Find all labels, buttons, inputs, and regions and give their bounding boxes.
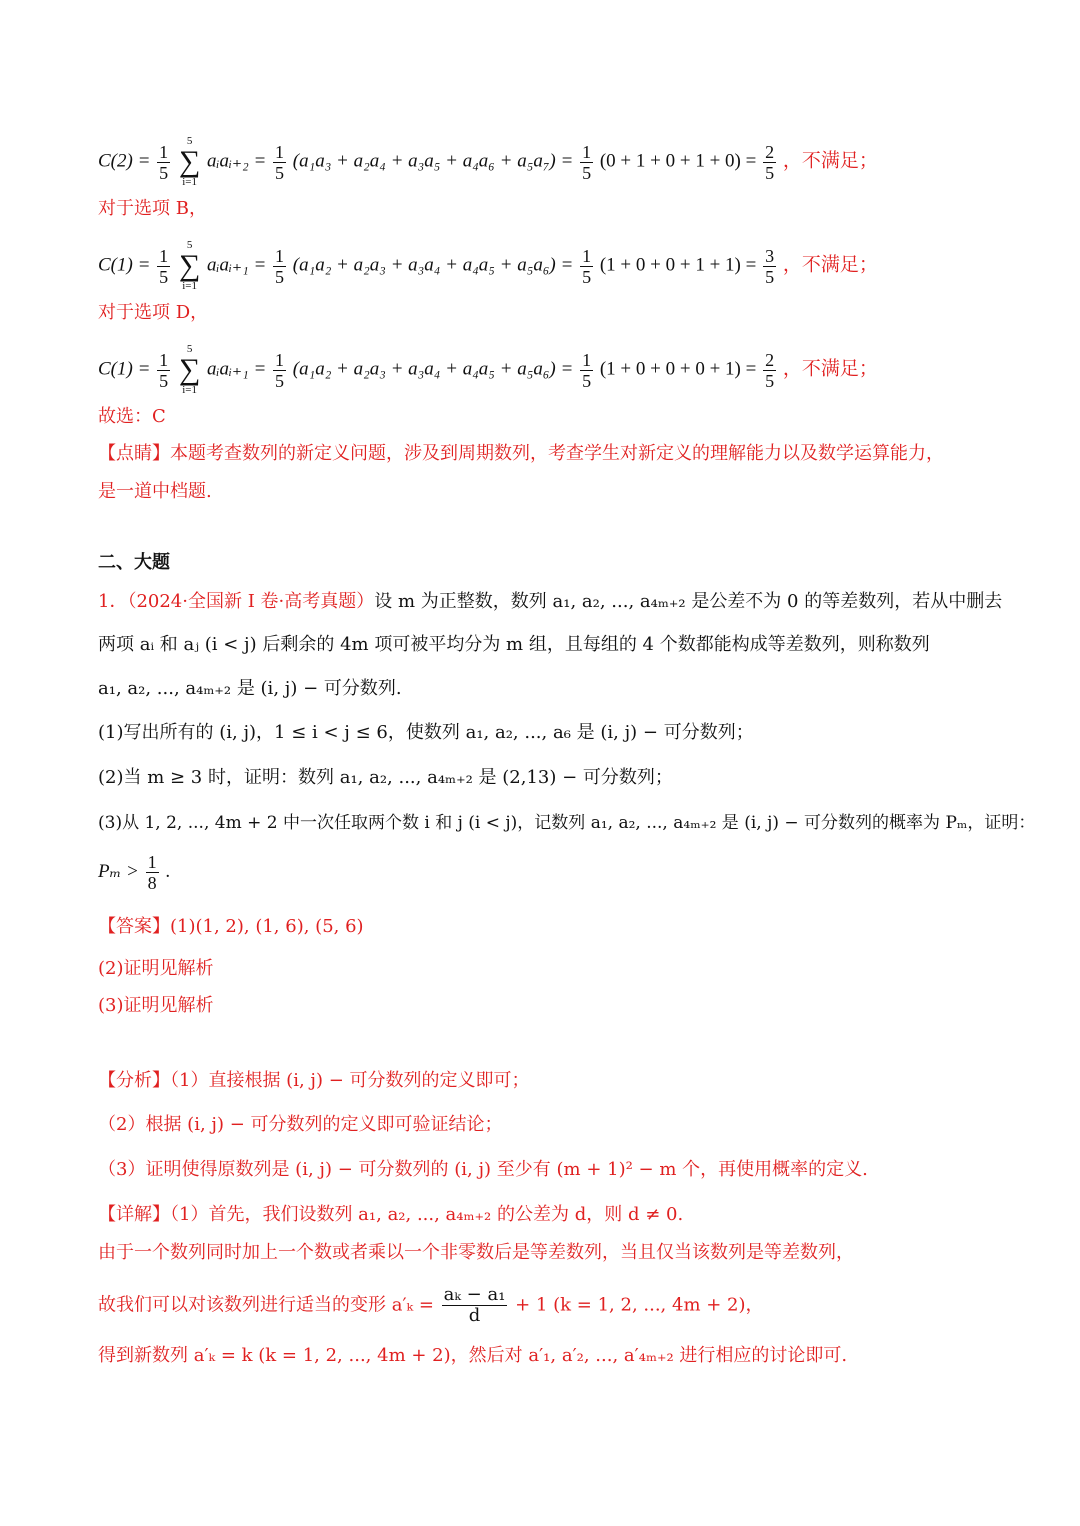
equation-c2 (98, 136, 878, 188)
frac-num: 1 (275, 349, 285, 370)
fraction (157, 350, 170, 391)
eq-lhs: C(1) = (98, 358, 151, 380)
frac-den: 5 (159, 162, 169, 183)
frac-num: 1 (159, 349, 169, 370)
detail-3-pre: 故我们可以对该数列进行适当的变形 a′ₖ = (98, 1294, 434, 1316)
section-heading: 二、大题 (98, 552, 170, 573)
frac-den: 8 (147, 873, 157, 893)
frac-den: 5 (765, 162, 775, 183)
answer-tag: 【答案】 (98, 916, 170, 937)
frac-den: 5 (159, 370, 169, 391)
eq-values: (0 + 1 + 0 + 1 + 0) = (599, 150, 757, 172)
frac-den: 5 (275, 370, 285, 391)
comment-line-1: 【点睛】本题考查数列的新定义问题，涉及到周期数列，考查学生对新定义的理解能力以及数学运算能力， (98, 443, 944, 464)
eq-expansion: (a₁a₂ + a₂a₃ + a₃a₄ + a₄a₅ + a₅a₆) = (292, 358, 574, 380)
frac-num: 1 (147, 852, 157, 872)
frac-den: 5 (582, 370, 592, 391)
fraction (273, 246, 286, 287)
analysis-line-3: （3）证明使得原数列是 (i, j) − 可分数列的 (i, j) 至少有 (m + 1)² − m 个，再使用概率的定义. (98, 1159, 868, 1180)
eq-note: ，不满足； (782, 358, 878, 380)
question-part-2: (2)当 m ≥ 3 时，证明：数列 a₁, a₂, ..., a₄ₘ₊₂ 是 (2,13) − 可分数列； (98, 767, 673, 788)
fraction (273, 350, 286, 391)
question-part-1: (1)写出所有的 (i, j)，1 ≤ i < j ≤ 6，使数列 a₁, a₂, ..., a₆ 是 (i, j) − 可分数列； (98, 722, 754, 743)
frac-num: 2 (765, 349, 775, 370)
eq-values: (1 + 0 + 0 + 0 + 1) = (599, 358, 757, 380)
frac-den: 5 (159, 266, 169, 287)
question-line-1 (98, 589, 1002, 615)
frac-den: 5 (275, 266, 285, 287)
frac-den: 5 (765, 370, 775, 391)
frac-den: d (468, 1305, 481, 1326)
eq-lhs: C(2) = (98, 150, 151, 172)
prob-end: . (165, 860, 171, 882)
sum-lower: i=1 (182, 280, 197, 292)
frac-num: 1 (582, 245, 592, 266)
frac-num: 1 (582, 141, 592, 162)
fraction (157, 246, 170, 287)
fraction (146, 852, 159, 893)
eq-term: aᵢaᵢ₊₁ = (207, 358, 272, 380)
question-number: 1． (98, 591, 128, 612)
question-source: （2024·全国新 I 卷·高考真题） (127, 591, 375, 612)
sum-upper: 5 (186, 343, 193, 355)
sum-sigma: ∑ (178, 145, 201, 178)
eq-expansion: (a₁a₃ + a₂a₄ + a₃a₅ + a₄a₆ + a₅a₇) = (292, 150, 574, 172)
summation (179, 344, 200, 396)
answer-1: (1)(1, 2), (1, 6), (5, 6) (170, 916, 364, 937)
probability-claim (98, 852, 170, 893)
fraction (442, 1285, 508, 1326)
eq-note: ，不满足； (782, 254, 878, 276)
fraction (273, 142, 286, 183)
fraction (580, 350, 593, 391)
frac-num: aₖ − a₁ (443, 1284, 506, 1305)
question-text: 设 m 为正整数，数列 a₁, a₂, ..., a₄ₘ₊₂ 是公差不为 0 的等差数列，若从中删去 (374, 591, 1003, 612)
eq-lhs: C(1) = (98, 254, 151, 276)
fraction (580, 142, 593, 183)
frac-num: 1 (582, 349, 592, 370)
eq-expansion: (a₁a₂ + a₂a₃ + a₃a₄ + a₄a₅ + a₅a₆) = (292, 254, 574, 276)
frac-num: 1 (275, 141, 285, 162)
equation-option-d (98, 344, 878, 396)
frac-den: 5 (275, 162, 285, 183)
sum-lower: i=1 (182, 176, 197, 188)
answer-line-2: (2)证明见解析 (98, 958, 214, 979)
fraction-result (763, 246, 776, 287)
detail-3-post: + 1 (k = 1, 2, ..., 4m + 2)， (515, 1294, 764, 1316)
sum-upper: 5 (186, 135, 193, 147)
frac-num: 1 (159, 245, 169, 266)
prob-lhs: Pₘ > (98, 860, 139, 882)
question-part-3: (3)从 1, 2, ..., 4m + 2 中一次任取两个数 i 和 j (i < j)，记数列 a₁, a₂, ..., a₄ₘ₊₂ 是 (i, j) − 可分数列的概率为 Pₘ，证明： (98, 813, 1036, 833)
detail-line-3 (98, 1285, 764, 1326)
question-line-3: a₁, a₂, ..., a₄ₘ₊₂ 是 (i, j) − 可分数列. (98, 678, 402, 699)
fraction-result (763, 142, 776, 183)
option-b-label: 对于选项 B， (98, 198, 207, 219)
answer-line-3: (3)证明见解析 (98, 995, 214, 1016)
analysis-line-1: 【分析】（1）直接根据 (i, j) − 可分数列的定义即可； (98, 1070, 530, 1091)
detail-line-4: 得到新数列 a′ₖ = k (k = 1, 2, ..., 4m + 2)，然后对 a′₁, a′₂, ..., a′₄ₘ₊₂ 进行相应的讨论即可. (98, 1345, 848, 1366)
comment-line-2: 是一道中档题. (98, 481, 212, 502)
option-d-label: 对于选项 D， (98, 302, 209, 323)
sum-lower: i=1 (182, 384, 197, 396)
sum-sigma: ∑ (178, 353, 201, 386)
summation (179, 136, 200, 188)
summation (179, 240, 200, 292)
frac-den: 5 (582, 162, 592, 183)
frac-num: 1 (275, 245, 285, 266)
eq-values: (1 + 0 + 0 + 1 + 1) = (599, 254, 757, 276)
detail-line-1 (98, 1202, 683, 1228)
choose-answer: 故选：C (98, 406, 166, 427)
detail-line-2: 由于一个数列同时加上一个数或者乘以一个非零数后是等差数列，当且仅当该数列是等差数列， (98, 1242, 854, 1263)
question-line-2: 两项 aᵢ 和 aⱼ (i < j) 后剩余的 4m 项可被平均分为 m 组，且每组的 4 个数都能构成等差数列，则称数列 (98, 634, 930, 655)
eq-term: aᵢaᵢ₊₂ = (207, 150, 272, 172)
eq-note: ，不满足； (782, 150, 878, 172)
fraction (580, 246, 593, 287)
sum-upper: 5 (186, 239, 193, 251)
frac-num: 3 (765, 245, 775, 266)
frac-num: 2 (765, 141, 775, 162)
answer-line-1 (98, 914, 364, 940)
sum-sigma: ∑ (178, 249, 201, 282)
eq-term: aᵢaᵢ₊₁ = (207, 254, 272, 276)
fraction (157, 142, 170, 183)
frac-den: 5 (582, 266, 592, 287)
detail-1: （1）首先，我们设数列 a₁, a₂, ..., a₄ₘ₊₂ 的公差为 d，则 d ≠ 0. (170, 1204, 684, 1225)
equation-option-b (98, 240, 878, 292)
frac-den: 5 (765, 266, 775, 287)
frac-num: 1 (159, 141, 169, 162)
fraction-result (763, 350, 776, 391)
analysis-line-2: （2）根据 (i, j) − 可分数列的定义即可验证结论； (98, 1114, 503, 1135)
detail-tag: 【详解】 (98, 1204, 170, 1225)
